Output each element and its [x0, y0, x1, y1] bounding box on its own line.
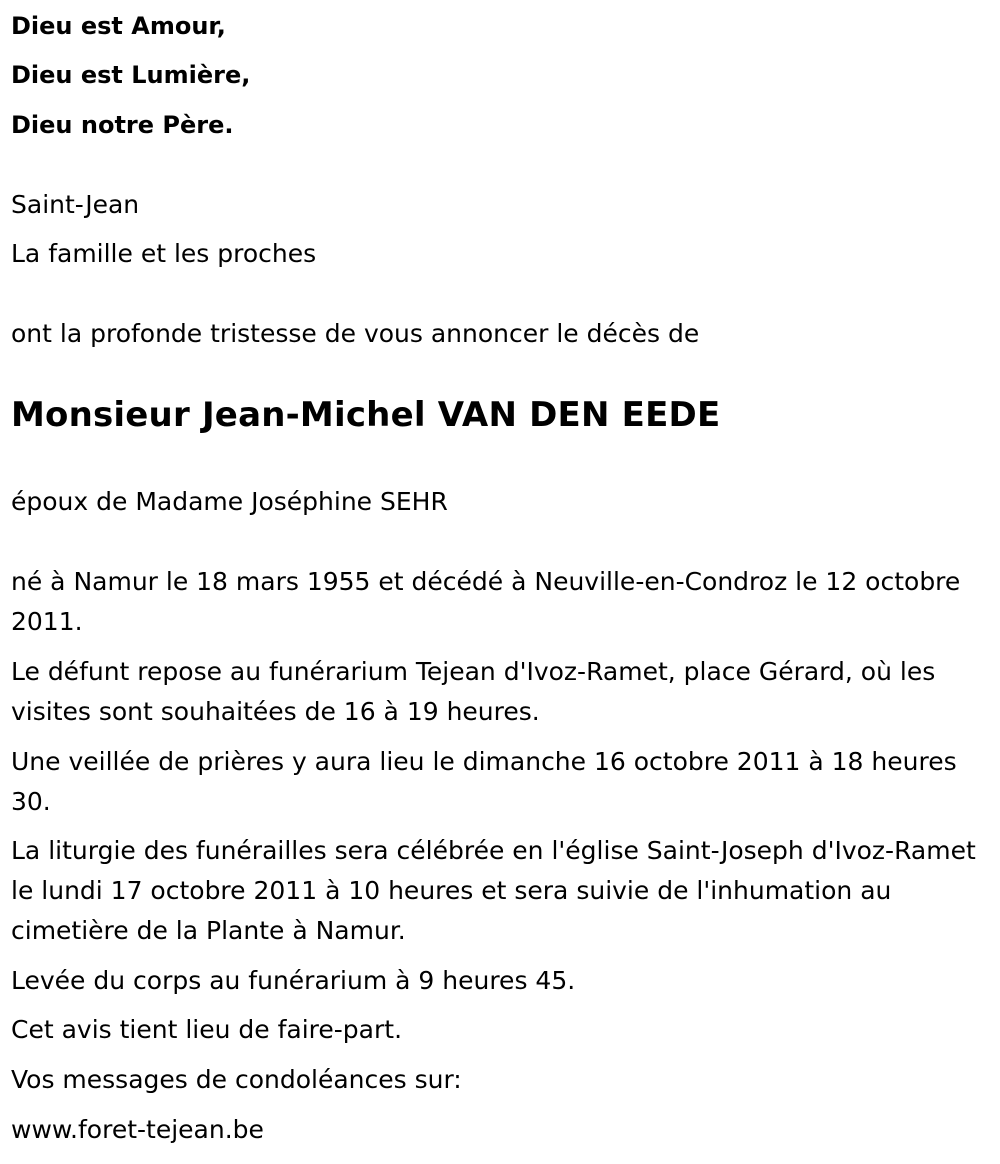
liturgy-paragraph: La liturgie des funérailles sera célébrée en l'église Saint-Joseph d'Ivoz-Ramet le lundi 17 octobre 2011 à 10 heures et sera suivie de l'inhumation au cimetière de la Plante à Namur. — [11, 836, 976, 945]
website-link[interactable]: www.foret-tejean.be — [11, 1115, 264, 1144]
condolences-line: Vos messages de condoléances sur: — [11, 1065, 462, 1094]
announcement-text: ont la profonde tristesse de vous annoncer le décès de — [11, 319, 700, 348]
birth-death-paragraph: né à Namur le 18 mars 1955 et décédé à Neuville-en-Condroz le 12 octobre 2011. — [11, 567, 961, 636]
family-place: Saint-Jean — [11, 190, 140, 219]
verse-line-3: Dieu notre Père. — [11, 111, 234, 139]
deceased-name: Monsieur Jean-Michel VAN DEN EEDE — [11, 395, 721, 435]
verse-line-1: Dieu est Amour, — [11, 12, 226, 40]
family-relatives: La famille et les proches — [11, 239, 317, 268]
verse-line-2: Dieu est Lumière, — [11, 61, 251, 89]
levee-line: Levée du corps au funérarium à 9 heures 45. — [11, 966, 576, 995]
notice-line: Cet avis tient lieu de faire-part. — [11, 1015, 403, 1044]
vigil-paragraph: Une veillée de prières y aura lieu le dimanche 16 octobre 2011 à 18 heures 30. — [11, 747, 957, 816]
spouse-line: époux de Madame Joséphine SEHR — [11, 487, 448, 516]
repose-paragraph: Le défunt repose au funérarium Tejean d'Ivoz-Ramet, place Gérard, où les visites sont souhaitées de 16 à 19 heures. — [11, 657, 936, 726]
